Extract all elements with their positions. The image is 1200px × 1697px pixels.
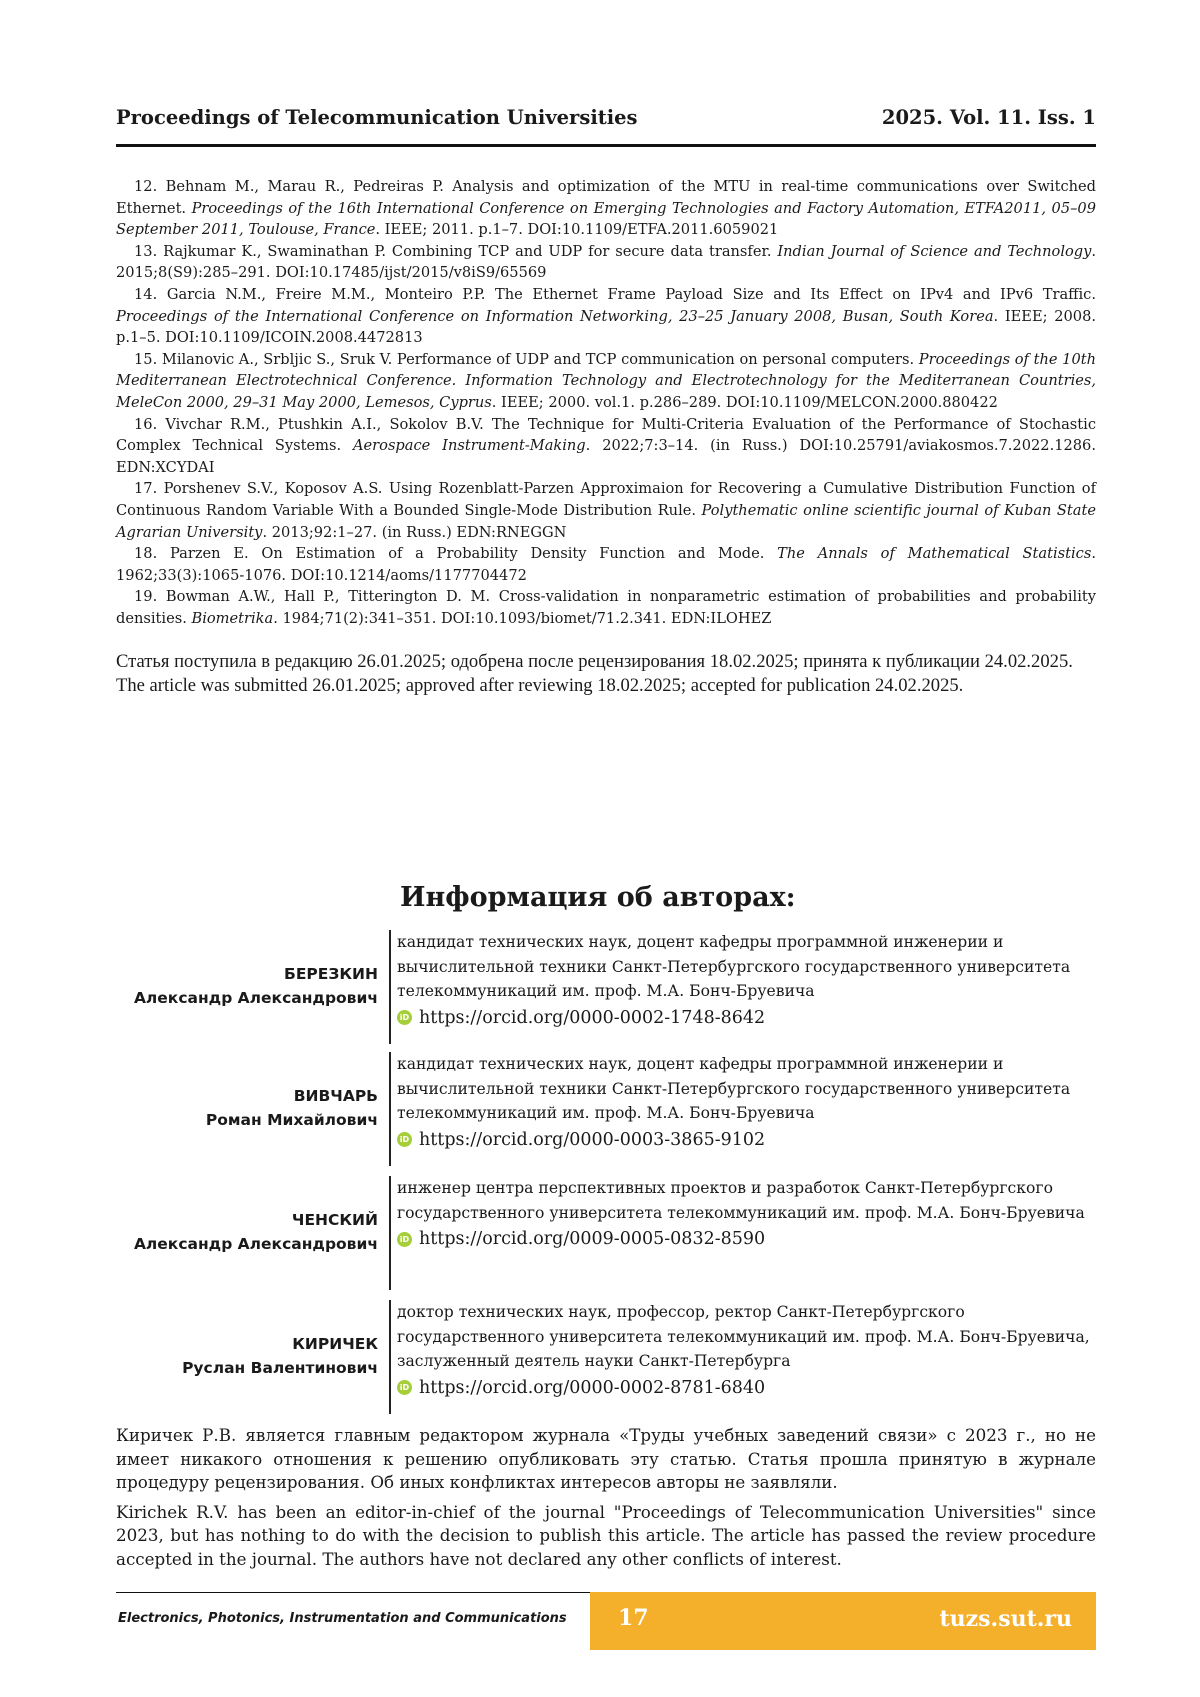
- ref-source: Polythematic online scientific journal of Kuban State Agrarian University: [116, 501, 1096, 541]
- ref-details: . 2015;8(S9):285–291. DOI:10.17485/ijst/2015/v8iS9/65569: [116, 242, 1096, 282]
- ref-details: . 2013;92:1–27. (in Russ.) EDN:RNEGGN: [262, 523, 567, 541]
- author-affiliation: кандидат технических наук, доцент кафедры программной инженерии и вычислительной техники Санкт-Петербургского государственного университета телекоммуникаций им. проф. М.А. Бонч-Бруевича: [397, 1055, 1071, 1122]
- author-info: [397, 930, 1097, 1030]
- ref-source: The Annals of Mathematical Statistics: [777, 545, 1092, 563]
- ref-details: . IEEE; 2011. p.1–7. DOI:10.1109/ETFA.2011.6059021: [375, 221, 779, 239]
- author-surname: ВИВЧАРЬ: [293, 1087, 378, 1105]
- reference-13: [116, 241, 1096, 284]
- ref-details: . IEEE; 2008. p.1–5. DOI:10.1109/ICOIN.2008.4472813: [116, 307, 1097, 347]
- dates-ru: Статья поступила в редакцию 26.01.2025; одобрена после рецензирования 18.02.2025; принята к публикации 24.02.2025.: [116, 651, 1073, 672]
- ref-details: . 2022;7:3–14. (in Russ.) DOI:10.25791/aviakosmos.7.2022.1286. EDN:XCYDAI: [116, 437, 1096, 476]
- author-kirichek: [116, 1300, 1096, 1418]
- ref-source: Proceedings of the 16th International Conference on Emerging Technologies and Factory Automation, ETFA2011, 05–09 September 2011, Toulouse, France: [116, 199, 1096, 239]
- ref-source: Proceedings of the 10th Mediterranean Electrotechnical Conference. Information Technology and Electrotechnology for the Mediterranean Countries, MeleCon 2000, 29–31 May 2000, Lemesos, Cyprus: [116, 350, 1096, 411]
- author-name: [134, 962, 378, 1010]
- orcid-icon: iD: [397, 1010, 412, 1025]
- ref-source: Indian Journal of Science and Technology: [777, 242, 1092, 260]
- author-divider: [389, 930, 391, 1044]
- reference-17: [116, 478, 1096, 543]
- author-divider: [389, 1176, 391, 1290]
- reference-19: [116, 586, 1096, 629]
- ref-authors-title: 18. Parzen E. On Estimation of a Probability Density Function and Mode.: [134, 545, 778, 563]
- author-divider: [389, 1300, 391, 1414]
- page: [116, 0, 1096, 1697]
- journal-title: Proceedings of Telecommunication Universities: [116, 106, 638, 129]
- orcid-icon: iD: [397, 1132, 412, 1147]
- ref-details: . 1984;71(2):341–351. DOI:10.1093/biomet/71.2.341. EDN:ILOHEZ: [273, 609, 772, 627]
- ref-authors-title: 14. Garcia N.M., Freire M.M., Monteiro P.P. The Ethernet Frame Payload Size and Its Effect on IPv4 and IPv6 Traffic.: [134, 285, 1096, 303]
- orcid-row: [397, 1376, 1097, 1401]
- ref-authors-title: 17. Porshenev S.V., Koposov A.S. Using Rozenblatt-Parzen Approximaion for Recovering a Cumulative Distribution Function of Continuous Random Variable With a Bounded Single-Mode Distribution Rule.: [116, 480, 1096, 519]
- orcid-row: [397, 1227, 1097, 1252]
- ref-source: Proceedings of the International Conference on Information Networking, 23–25 January 2008, Busan, South Korea: [116, 307, 994, 325]
- ref-authors-title: 16. Vivchar R.M., Ptushkin A.I., Sokolov B.V. The Technique for Multi-Criteria Evaluation of the Performance of Stochastic Complex Technical Systems.: [116, 415, 1096, 455]
- author-info: [397, 1300, 1097, 1400]
- orcid-icon: iD: [397, 1380, 412, 1395]
- author-surname: ЧЕНСКИЙ: [291, 1211, 378, 1229]
- author-given-names: Александр Александрович: [133, 1235, 378, 1253]
- author-chenskiy: [116, 1176, 1096, 1294]
- issue-info: 2025. Vol. 11. Iss. 1: [881, 106, 1096, 129]
- reference-list: [116, 176, 1096, 629]
- site-url[interactable]: tuzs.sut.ru: [939, 1606, 1072, 1632]
- ref-authors-title: 15. Milanovic A., Srbljic S., Sruk V. Performance of UDP and TCP communication on personal computers.: [134, 350, 919, 368]
- author-given-names: Александр Александрович: [133, 989, 378, 1007]
- reference-12: [116, 176, 1096, 241]
- orcid-link[interactable]: https://orcid.org/0009-0005-0832-8590: [419, 1229, 766, 1249]
- orcid-row: [397, 1128, 1097, 1153]
- author-affiliation: инженер центра перспективных проектов и разработок Санкт-Петербургского государственного университета телекоммуникаций им. проф. М.А. Бонч-Бруевича: [397, 1179, 1085, 1222]
- orcid-icon: iD: [397, 1232, 412, 1247]
- author-vivchar: [116, 1052, 1096, 1170]
- reference-15: [116, 349, 1096, 414]
- article-dates: [116, 650, 1096, 697]
- author-info: [397, 1176, 1097, 1252]
- ref-authors-title: 12. Behnam M., Marau R., Pedreiras P. Analysis and optimization of the MTU in real-time communications over Switched Ethernet.: [116, 178, 1096, 217]
- reference-16: [116, 414, 1096, 479]
- author-given-names: Роман Михайлович: [205, 1111, 378, 1129]
- orcid-link[interactable]: https://orcid.org/0000-0003-3865-9102: [419, 1129, 766, 1150]
- reference-18: [116, 543, 1096, 586]
- conflict-en: Kirichek R.V. has been an editor-in-chief of the journal "Proceedings of Telecommunication Universities" since 2023, but has nothing to do with the decision to publish this article. The article has passed the review procedure accepted in the journal. The authors have not declared any other conflicts of interest.: [116, 1501, 1096, 1569]
- reference-14: [116, 284, 1096, 349]
- authors-heading: Информация об авторах:: [400, 882, 796, 913]
- author-name: [134, 1208, 378, 1256]
- ref-authors-title: 13. Rajkumar K., Swaminathan P. Combining TCP and UDP for secure data transfer.: [134, 242, 778, 260]
- running-header: [116, 106, 1096, 147]
- orcid-link[interactable]: https://orcid.org/0000-0002-8781-6840: [419, 1377, 766, 1398]
- author-divider: [389, 1052, 391, 1166]
- ref-details: . IEEE; 2000. vol.1. p.286–289. DOI:10.1109/MELCON.2000.880422: [491, 393, 998, 411]
- author-surname: КИРИЧЕК: [292, 1335, 378, 1353]
- orcid-link[interactable]: https://orcid.org/0000-0002-1748-8642: [419, 1007, 766, 1028]
- author-affiliation: доктор технических наук, профессор, ректор Санкт-Петербургского государственного университета телекоммуникаций им. проф. М.А. Бонч-Бруевича, заслуженный деятель науки Санкт-Петербурга: [397, 1303, 1090, 1370]
- footer-series: Electronics, Photonics, Instrumentation and Communications: [118, 1611, 567, 1626]
- author-name: [182, 1332, 378, 1380]
- dates-en: The article was submitted 26.01.2025; approved after reviewing 18.02.2025; accepted for publication 24.02.2025.: [116, 674, 964, 696]
- author-name: [206, 1084, 378, 1132]
- page-number: 17: [618, 1605, 649, 1631]
- footer-bar: [590, 1592, 1096, 1650]
- author-info: [397, 1052, 1097, 1152]
- orcid-row: [397, 1006, 1097, 1031]
- ref-source: Aerospace Instrument-Making: [353, 437, 586, 455]
- author-surname: БЕРЕЗКИН: [284, 965, 378, 983]
- ref-authors-title: 19. Bowman A.W., Hall P., Titterington D. M. Cross-validation in nonparametric estimation of probabilities and probability densities.: [116, 588, 1096, 627]
- author-affiliation: кандидат технических наук, доцент кафедры программной инженерии и вычислительной техники Санкт-Петербургского государственного университета телекоммуникаций им. проф. М.А. Бонч-Бруевича: [397, 933, 1071, 1000]
- author-berezkin: [116, 930, 1096, 1048]
- ref-details: . 1962;33(3):1065-1076. DOI:10.1214/aoms/1177704472: [116, 545, 1096, 584]
- conflict-of-interest: [116, 1424, 1096, 1571]
- conflict-ru: Киричек Р.В. является главным редактором журнала «Труды учебных заведений связи» с 2023 г., но не имеет никакого отношения к решению опубликовать эту статью. Статья прошла принятую в журнале процедуру рецензирования. Об иных конфликтах интересов авторы не заявляли.: [116, 1425, 1096, 1492]
- ref-source: Biometrika: [191, 609, 274, 627]
- author-given-names: Руслан Валентинович: [182, 1359, 378, 1377]
